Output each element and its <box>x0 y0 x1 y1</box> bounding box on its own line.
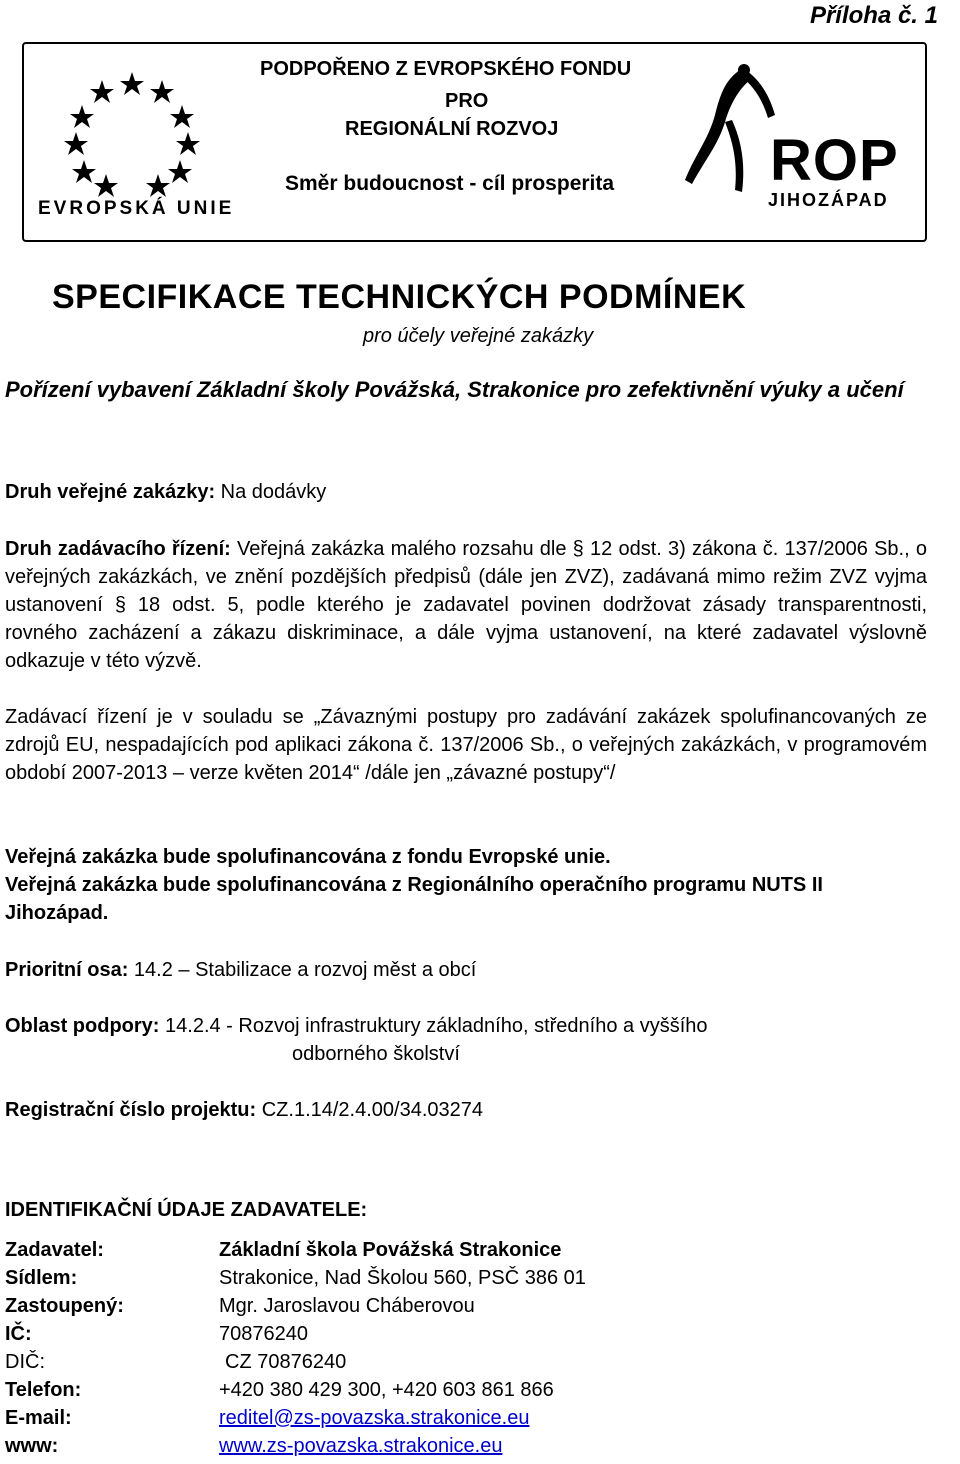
id-label: E-mail: <box>5 1407 72 1429</box>
fund-line-1: PODPOŘENO Z EVROPSKÉHO FONDU <box>260 58 632 80</box>
email-link[interactable]: reditel@zs-povazska.strakonice.eu <box>219 1407 530 1429</box>
procedure-paragraph <box>5 535 927 675</box>
priority-axis <box>5 956 927 984</box>
star-icon <box>94 174 118 197</box>
id-value: CZ 70876240 <box>225 1351 347 1373</box>
procedure-label: Druh zadávacího řízení: <box>5 538 231 560</box>
id-label: Zastoupený: <box>5 1295 124 1317</box>
id-value: Mgr. Jaroslavou Cháberovou <box>219 1295 475 1317</box>
fund-line-2: PRO <box>445 90 489 112</box>
star-icon <box>120 72 144 95</box>
eu-label: EVROPSKÁ UNIE <box>38 198 235 219</box>
support-label: Oblast podpory: <box>5 1015 160 1037</box>
priority-value: 14.2 – Stabilizace a rozvoj měst a obcí <box>133 959 477 981</box>
star-icon <box>72 160 96 183</box>
identification-heading: IDENTIFIKAČNÍ ÚDAJE ZADAVATELE: <box>5 1199 368 1221</box>
contract-type-label: Druh veřejné zakázky: <box>5 481 216 503</box>
id-value: +420 380 429 300, +420 603 861 866 <box>219 1379 554 1401</box>
eu-stars-logo <box>62 70 202 200</box>
project-name: Pořízení vybavení Základní školy Povážská, Strakonice pro zefektivnění výuky a učení <box>5 377 904 402</box>
support-area <box>5 1012 927 1040</box>
website-link[interactable]: www.zs-povazska.strakonice.eu <box>219 1435 503 1457</box>
cofinancing-eu: Veřejná zakázka bude spolufinancována z fondu Evropské unie. <box>5 846 611 868</box>
star-icon <box>90 80 114 103</box>
id-value: Základní škola Povážská Strakonice <box>219 1239 562 1261</box>
star-icon <box>70 105 94 128</box>
attachment-label: Příloha č. 1 <box>809 2 938 29</box>
id-value: Strakonice, Nad Školou 560, PSČ 386 01 <box>219 1267 586 1289</box>
motto: Směr budoucnost - cíl prosperita <box>285 172 615 195</box>
id-value: 70876240 <box>219 1323 308 1345</box>
fund-line-3: REGIONÁLNÍ ROZVOJ <box>345 118 559 140</box>
registration-label: Registrační číslo projektu: <box>5 1099 257 1121</box>
id-label: Telefon: <box>5 1379 82 1401</box>
star-icon <box>64 132 88 155</box>
registration-number <box>5 1096 927 1124</box>
star-icon <box>176 132 200 155</box>
star-icon <box>168 160 192 183</box>
id-label: Sídlem: <box>5 1267 78 1289</box>
contract-type-value: Na dodávky <box>220 481 327 503</box>
star-icon <box>150 80 174 103</box>
support-value-line1: 14.2.4 - Rozvoj infrastruktury základního, středního a vyššího <box>165 1015 708 1037</box>
procedure-compliance: Zadávací řízení je v souladu se „Závaznými postupy pro zadávání zakázek spolufinancovaných ze zdrojů EU, nespadajících pod aplikaci zákona č. 137/2006 Sb., o veřejných zakázkách, v programovém období 2007-2013 – verze květen 2014“ /dále jen „závazné postupy“/ <box>5 706 927 784</box>
id-label: Zadavatel: <box>5 1239 104 1261</box>
id-label: www: <box>5 1435 59 1457</box>
registration-value: CZ.1.14/2.4.00/34.03274 <box>261 1099 484 1121</box>
star-icon <box>146 174 170 197</box>
procedure-text: Veřejná zakázka malého rozsahu dle § 12 odst. 3) zákona č. 137/2006 Sb., o veřejných zakázkách, ve znění pozdějších předpisů (dále jen ZVZ), zadávaná mimo režim ZVZ vyjma ustanovení § 18 odst. 5, podle kterého je zadavatel povinen dodržovat zásady transparentnosti, rovného zacházení a zákazu diskriminace, a dále vyjma ustanovení, na které zadavatel výslovně odkazuje v této výzvě. <box>5 538 927 672</box>
contract-type <box>5 478 927 506</box>
rop-subtitle: JIHOZÁPAD <box>768 190 889 210</box>
priority-label: Prioritní osa: <box>5 959 129 981</box>
page-title: SPECIFIKACE TECHNICKÝCH PODMÍNEK <box>52 278 747 316</box>
page-subtitle: pro účely veřejné zakázky <box>363 325 594 347</box>
support-value-line2: odborného školství <box>292 1043 460 1065</box>
id-label: DIČ: <box>5 1351 45 1373</box>
rop-logo-text: ROP <box>770 128 899 193</box>
id-label: IČ: <box>5 1323 32 1345</box>
cofinancing-rop: Veřejná zakázka bude spolufinancována z Regionálního operačního programu NUTS II Jihozápad. <box>5 874 823 924</box>
star-icon <box>170 105 194 128</box>
